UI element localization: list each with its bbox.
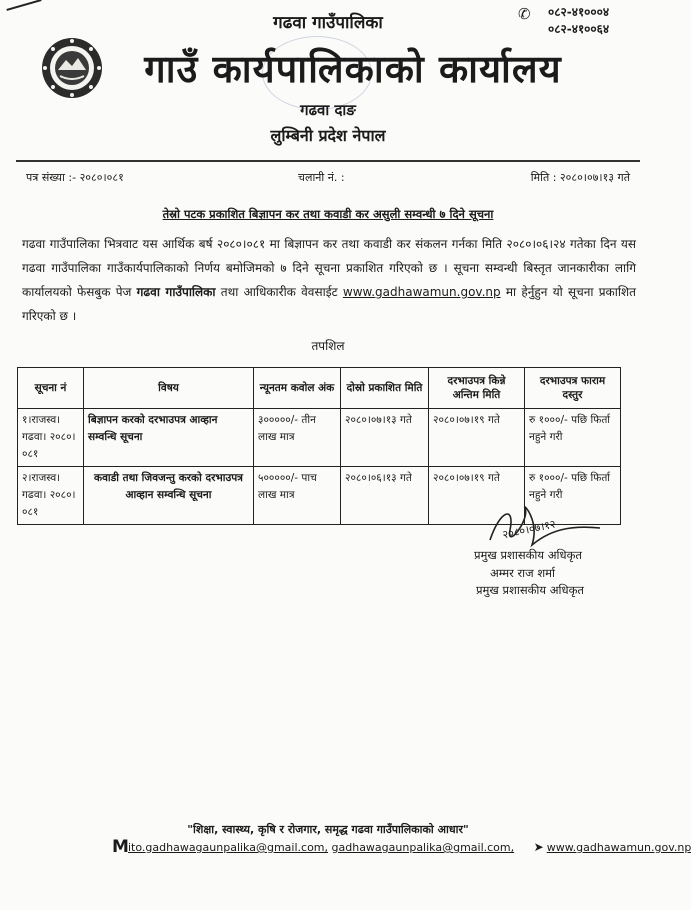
cell-last-purchase-date: २०८०।०७।१९ गते [429, 409, 525, 467]
signature-date: २०८०।०७।१२ [501, 517, 557, 542]
footer-website-link[interactable]: www.gadhawamun.gov.np [546, 841, 691, 854]
facebook-page-name: गढवा गाउँपालिका [136, 285, 216, 299]
footer-contacts [128, 840, 691, 854]
phone-icon: ✆ [518, 5, 531, 23]
header-notice-no: सूचना नं [18, 368, 84, 409]
header-last-purchase-date: दरभाउपत्र किन्ने अन्तिम मिति [429, 368, 525, 409]
table-caption: तपशिल [311, 339, 345, 353]
cell-notice-no: २।राजस्व। गढवा। २०८०।०८१ [18, 467, 84, 525]
cell-second-publish-date: २०८०।०६।१३ गते [341, 467, 429, 525]
gmail-icon: M [112, 837, 129, 857]
cell-form-fee: रु १०००/- पछि फिर्ता नहुने गरी [525, 467, 621, 525]
cell-subject: कवाडी तथा जिवजन्तु करको दरभाउपत्र आव्हान सम्वन्धि सूचना [84, 467, 254, 525]
notice-subject: तेस्रो पटक प्रकाशित बिज्ञापन कर तथा कवाडी कर असुली सम्वन्धी ७ दिने सूचना [162, 207, 494, 221]
cell-form-fee: रु १०००/- पछि फिर्ता नहुने गरी [525, 409, 621, 467]
header-min-bid: न्यूनतम कवोल अंक [254, 368, 341, 409]
letter-date: मिति : २०८०।०७।१३ गते [530, 171, 630, 184]
signatory-designation: प्रमुख प्रशासकीय अधिकृत [476, 583, 584, 597]
header-second-publish-date: दोस्रो प्रकाशित मिति [341, 368, 429, 409]
office-title: गाउँ कार्यपालिकाको कार्यालय [144, 47, 562, 91]
email-link-2[interactable]: gadhawagaunpalika@gmail.com, [331, 841, 515, 854]
header-subject: विषय [84, 368, 254, 409]
letter-number: पत्र संख्या :- २०८०।०८१ [26, 171, 124, 184]
header-divider [16, 160, 640, 162]
notice-body: गढवा गाउँपालिका भित्रवाट यस आर्थिक बर्ष २०८०।०८१ मा बिज्ञापन कर तथा कवाडी कर संकलन गर्नका मिति २०८०।०६।२४ गतेका दिन यस गढवा गाउँपालिका गाउँकार्यपालिकाको निर्णय बमोजिमको ७ दिने सूचना प्रकाशित गरिएको छ । सूचना सम्वन्धी बिस्तृत जानकारीका लागि कार्यालयको फेसबुक पेज गढवा गाउँपालिका तथा आधिकारीक वेवसाईट www.gadhawamun.gov.np मा हेर्नुहुन यो सूचना प्रकाशित गरिएको छ । [22, 237, 636, 323]
footer-motto: "शिक्षा, स्वास्थ्य, कृषि र रोजगार, समृद्ध गढवा गाउँपालिकाको आधार" [187, 823, 469, 836]
address-line-2: लुम्बिनी प्रदेश नेपाल [270, 126, 386, 145]
cell-min-bid: ५०००००/- पाच लाख मात्र [254, 467, 341, 525]
municipality-emblem-icon [40, 36, 104, 100]
dispatch-number: चलानी नं. : [298, 171, 345, 184]
email-link-1[interactable]: ito.gadhawagaunpalika@gmail.com, [128, 841, 329, 854]
website-link[interactable]: www.gadhawamun.gov.np [342, 285, 501, 299]
phone-numbers [548, 4, 609, 38]
header-form-fee: दरभाउपत्र फाराम दस्तुर [525, 368, 621, 409]
cell-min-bid: ३०००००/- तीन लाख मात्र [254, 409, 341, 467]
cell-last-purchase-date: २०८०।०७।१९ गते [429, 467, 525, 525]
phone-number-2: ०८२-४१००६४ [548, 22, 610, 36]
cell-notice-no: १।राजस्व। गढवा। २०८०।०८१ [18, 409, 84, 467]
cell-second-publish-date: २०८०।०७।१३ गते [341, 409, 429, 467]
municipality-name: गढवा गाउँपालिका [273, 13, 383, 33]
phone-number-1: ०८२-४१०००४ [548, 5, 610, 19]
address-line-1: गढवा दाङ [300, 101, 356, 119]
table-header-row [18, 368, 621, 409]
signatory-title: प्रमुख प्रशासकीय अधिकृत [474, 548, 582, 562]
signatory-name: अम्मर राज शर्मा [490, 566, 556, 580]
cell-subject: बिज्ञापन करको दरभाउपत्र आव्हान सम्वन्धि सूचना [84, 409, 254, 467]
web-icon: ➤ [533, 840, 544, 854]
table-row [18, 409, 621, 467]
